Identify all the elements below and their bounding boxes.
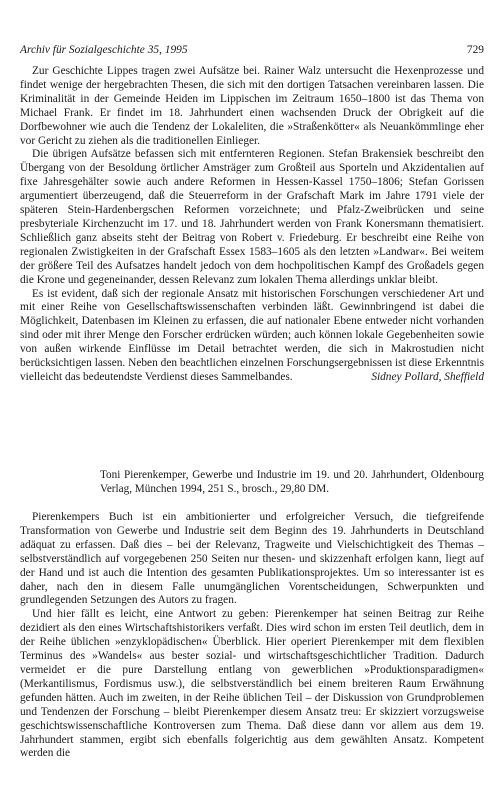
review-body-previous [20,65,484,385]
journal-title: Archiv für Sozialgeschichte 35, 1995 [20,44,188,56]
paragraph: Die übrigen Aufsätze befassen sich mit entfernteren Regionen. Stefan Brakensiek beschreibt den Übergang von der Besoldung örtlicher Amsträger zum Großteil aus Sporteln und Akzidentalien auf fixe Jahresgehälter sowie auch andere Reformen in Hessen-Kassel 1750–1806; Stefan Gorissen argumentiert überzeugend, daß die Steuerreform in der Grafschaft Mark im Jahre 1791 viele der späteren Stein-Hardenbergschen Reformen vorzeichnete; und Pfalz-Zweibrücken und seine presbyteriale Kirchenzucht im 17. und 18. Jahrhundert werden von Frank Konersmann thematisiert. Schließlich ganz abseits steht der Beitrag von Robert v. Friedeburg. Er beschreibt eine Reihe von regionalen Zwistigkeiten in der Grafschaft Essex 1583–1605 als den letzten »Landwar«. Bei weitem der größere Teil des Aufsatzes handelt jedoch von dem hochpolitischen Kampf des Großadels gegen die Krone und gegeneinander, dessen Relevanz zum lokalen Thema allerdings unklar bleibt. [20,148,484,286]
paragraph: Zur Geschichte Lippes tragen zwei Aufsätze bei. Rainer Walz untersucht die Hexenprozesse und findet wenige der hergebrachten Thesen, die sich mit den dortigen Tatsachen vereinbaren lassen. Die Kriminalität in der Gemeinde Heiden im Lippischen im Zeitraum 1650–1800 ist das Thema von Michael Frank. Er findet im 18. Jahrhundert einen wachsenden Druck der Obrigkeit auf die Dorfbewohner wie auch die Tendenz der Lokaleliten, die »Straßenkötter« als Neuankömmlinge eher vor Gericht zu ziehen als die traditionellen Einlieger. [20,65,484,147]
book-citation: Toni Pierenkemper, Gewerbe und Industrie im 19. und 20. Jahrhundert, Oldenbourg Verlag, München 1994, 251 S., brosch., 29,80 DM. [100,469,484,495]
reviewer-signature: Sidney Pollard, Sheffield [371,370,484,383]
review-body-pierenkemper [20,511,484,761]
paragraph: Es ist evident, daß sich der regionale Ansatz mit historischen Forschungen verschiedener Art und mit einer Reihe von Gesellschaftswissenschaften verbinden läßt. Gewinnbringend ist dabei die Möglichkeit, Datenbasen im Kleinen zu erfassen, die auf nationaler Ebene entweder nicht vorhanden sind oder mit ihrer Menge den Forscher erdrücken würden; auch können lokale Gegebenheiten sowie von außen wirkende Einflüsse im Detail betrachtet werden, die sich in Makrostudien nicht berücksichtigen lassen. Neben den beachtlichen einzelnen Forschungsergebnissen ist diese Erkenntnis vielleicht das bedeutendste Verdienst dieses Sammelbandes. [20,287,484,383]
paragraph: Pierenkempers Buch ist ein ambitionierter und erfolgreicher Versuch, die tiefgreifende Transformation von Gewerbe und Industrie seit dem Beginn des 19. Jahrhunderts in Deutschland adäquat zu erfassen. Daß dies – bei der Relevanz, Tragweite und Vielschichtigkeit des Themas – selbstverständlich auf vorgegebenen 250 Seiten nur thesen- und skizzenhaft erfolgen kann, liegt auf der Hand und ist auch die Intention des gesamten Publikationsprojektes. Um so interessanter ist es daher, nach den in diesem Falle unumgänglichen Vorentscheidungen, Schwerpunkten und grundlegenden Setzungen des Autors zu fragen. [20,511,484,607]
page-number: 729 [466,44,484,56]
running-header [20,42,484,58]
paragraph: Und hier fällt es leicht, eine Antwort zu geben: Pierenkemper hat seinen Beitrag zur Reihe dezidiert als den eines Wirtschaftshistorikers verfaßt. Dies wird schon im ersten Teil deutlich, dem in der Reihe üblichen »enzyklopädischen« Überblick. Hier operiert Pierenkemper mit dem flexiblen Terminus des »Wandels« aus bester sozial- und wirtschaftsgeschichtlicher Tradition. Dadurch vermeidet er die pure Darstellung entlang von gewerblichen »Produktionsparadigmen« (Merkantilismus, Fordismus usw.), die selbstverständlich bei einem breiteren Raum Erwähnung gefunden hätten. Auch im zweiten, in der Reihe üblichen Teil – der Diskussion von Grundproblemen und Tendenzen der Forschung – bleibt Pierenkemper diesem Ansatz treu: Er skizziert vorzugsweise geschichtswissenschaftliche Kontroversen zum Thema. Daß diese dann vor allem aus dem 19. Jahrhundert stammen, ergibt sich ebenfalls folgerichtig aus dem gewählten Ansatz. Kompetent werden die [20,608,484,760]
